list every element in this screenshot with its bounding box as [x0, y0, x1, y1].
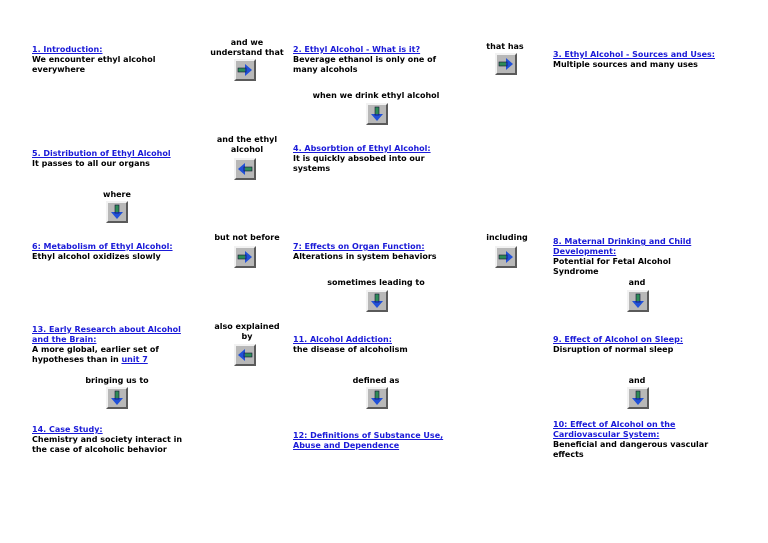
node-ethyl-alcohol-what-desc: Beverage ethanol is only one of many alcohols: [293, 55, 437, 74]
connector-when-we-drink: when we drink ethyl alcohol: [312, 91, 440, 100]
node-maternal-drinking-link[interactable]: 8. Maternal Drinking and Child Development:: [553, 237, 692, 256]
connector-including: including: [486, 233, 528, 242]
arrow-right-icon: [495, 246, 517, 268]
arrow-right-icon-glyph: [237, 62, 253, 78]
node-distribution-desc: It passes to all our organs: [32, 159, 150, 168]
arrow-right-icon-glyph: [498, 249, 514, 265]
node-early-research-desc-text: A more global, earlier set of hypotheses than in: [32, 345, 159, 364]
connector-also-explained-by: also explained by: [214, 322, 280, 341]
unit-7-link[interactable]: unit 7: [121, 355, 148, 364]
arrow-down-icon-glyph: [630, 293, 646, 309]
node-sleep-desc: Disruption of normal sleep: [553, 345, 674, 354]
arrow-down-icon-glyph: [109, 204, 125, 220]
arrow-right-icon-glyph: [498, 56, 514, 72]
node-organ-function: [293, 242, 453, 262]
node-case-study: [32, 425, 192, 455]
node-distribution-link[interactable]: 5. Distribution of Ethyl Alcohol: [32, 149, 171, 158]
arrow-down-icon: [627, 290, 649, 312]
node-sleep: [553, 335, 713, 355]
arrow-down-icon-glyph: [369, 106, 385, 122]
node-maternal-drinking: [553, 237, 713, 277]
node-sources-uses-link[interactable]: 3. Ethyl Alcohol - Sources and Uses:: [553, 50, 715, 59]
node-metabolism-link[interactable]: 6: Metabolism of Ethyl Alcohol:: [32, 242, 173, 251]
node-definitions-link[interactable]: 12: Definitions of Substance Use, Abuse and Dependence: [293, 431, 444, 450]
arrow-down-icon: [106, 387, 128, 409]
arrow-right-icon-glyph: [237, 249, 253, 265]
node-addiction-desc: the disease of alcoholism: [293, 345, 408, 354]
connector-and-we-understand: and we understand that: [210, 38, 284, 57]
node-maternal-drinking-desc: Potential for Fetal Alcohol Syndrome: [553, 257, 671, 276]
node-sources-uses-desc: Multiple sources and many uses: [553, 60, 698, 69]
node-sleep-link[interactable]: 9. Effect of Alcohol on Sleep:: [553, 335, 684, 344]
node-distribution: [32, 149, 192, 169]
connector-and-2: and: [628, 376, 646, 385]
node-organ-function-desc: Alterations in system behaviors: [293, 252, 437, 261]
arrow-right-icon: [234, 59, 256, 81]
arrow-down-icon-glyph: [369, 293, 385, 309]
node-metabolism-desc: Ethyl alcohol oxidizes slowly: [32, 252, 161, 261]
connector-and-the-ethyl-alcohol: and the ethyl alcohol: [216, 135, 278, 154]
arrow-down-icon: [366, 103, 388, 125]
connector-and-1: and: [628, 278, 646, 287]
arrow-left-icon: [234, 344, 256, 366]
arrow-down-icon: [106, 201, 128, 223]
node-introduction: [32, 45, 172, 75]
node-absorption: [293, 144, 443, 174]
arrow-down-icon-glyph: [630, 390, 646, 406]
node-ethyl-alcohol-what-link[interactable]: 2. Ethyl Alcohol - What is it?: [293, 45, 421, 54]
node-introduction-link[interactable]: 1. Introduction:: [32, 45, 103, 54]
node-definitions: [293, 431, 458, 451]
arrow-down-icon: [366, 387, 388, 409]
connector-but-not-before: but not before: [214, 233, 280, 242]
node-case-study-desc: Chemistry and society interact in the case of alcoholic behavior: [32, 435, 183, 454]
arrow-left-icon-glyph: [237, 347, 253, 363]
arrow-down-icon-glyph: [369, 390, 385, 406]
arrow-left-icon: [234, 158, 256, 180]
node-cardiovascular: [553, 420, 723, 460]
arrow-down-icon: [627, 387, 649, 409]
connector-bringing-us-to: bringing us to: [85, 376, 149, 385]
node-cardiovascular-link[interactable]: 10: Effect of Alcohol on the Cardiovascular System:: [553, 420, 676, 439]
connector-where: where: [103, 190, 131, 199]
node-addiction-link[interactable]: 11. Alcohol Addiction:: [293, 335, 392, 344]
arrow-right-icon: [495, 53, 517, 75]
node-early-research-link[interactable]: 13. Early Research about Alcohol and the Brain:: [32, 325, 181, 344]
node-ethyl-alcohol-what: [293, 45, 443, 75]
arrow-right-icon: [234, 246, 256, 268]
arrow-left-icon-glyph: [237, 161, 253, 177]
node-sources-uses: [553, 50, 753, 70]
node-addiction: [293, 335, 443, 355]
node-absorption-desc: It is quickly absobed into our systems: [293, 154, 425, 173]
node-early-research: [32, 325, 192, 365]
node-case-study-link[interactable]: 14. Case Study:: [32, 425, 103, 434]
connector-sometimes-leading-to: sometimes leading to: [327, 278, 425, 287]
node-early-research-desc: [32, 345, 192, 365]
node-introduction-desc: We encounter ethyl alcohol everywhere: [32, 55, 156, 74]
arrow-down-icon: [366, 290, 388, 312]
node-organ-function-link[interactable]: 7: Effects on Organ Function:: [293, 242, 425, 251]
connector-defined-as: defined as: [352, 376, 400, 385]
arrow-down-icon-glyph: [109, 390, 125, 406]
node-absorption-link[interactable]: 4. Absorbtion of Ethyl Alcohol:: [293, 144, 431, 153]
node-cardiovascular-desc: Beneficial and dangerous vascular effects: [553, 440, 709, 459]
connector-that-has: that has: [486, 42, 524, 51]
node-metabolism: [32, 242, 192, 262]
